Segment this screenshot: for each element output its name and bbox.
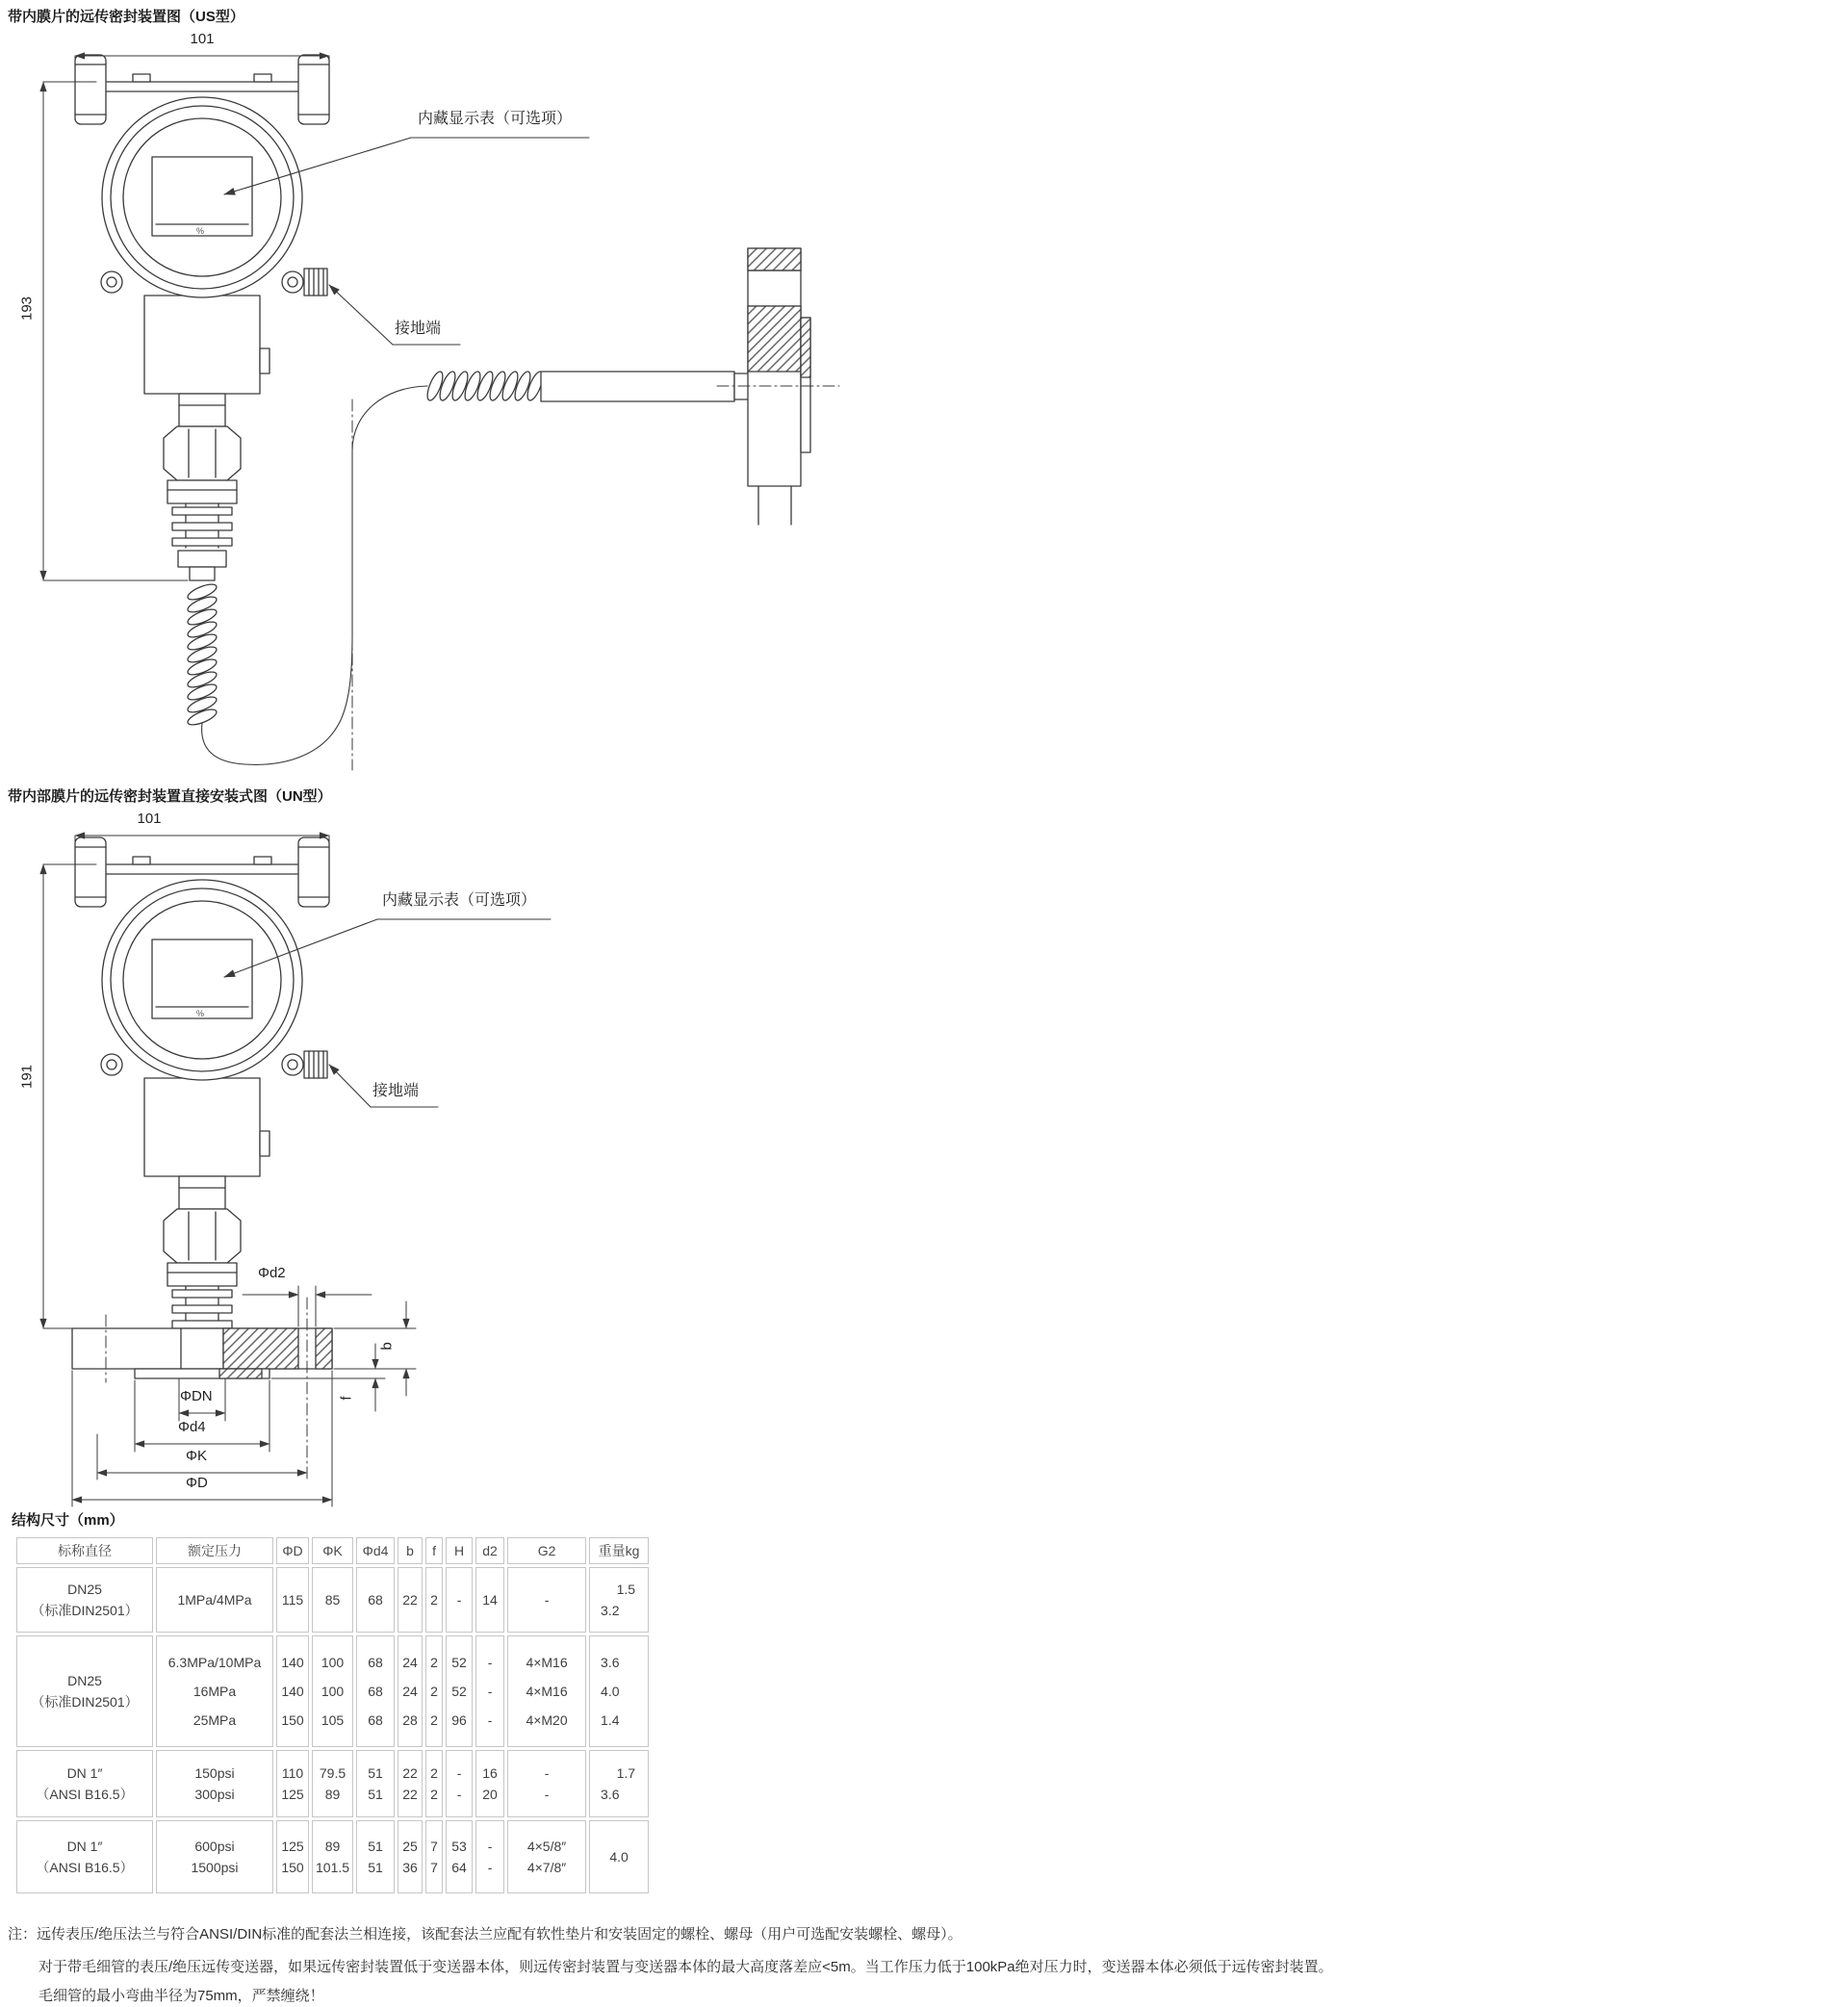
note-line: 对于带毛细管的表压/绝压远传变送器，如果远传密封装置低于变送器本体，则远传密封装置与变送器本体的最大高度落差应<5m。当工作压力低于100kPa绝对压力时，变送器本体必须低于远传密封装置。 <box>38 1959 1333 1975</box>
table-row <box>16 1750 649 1817</box>
us-height-dimension: 193 <box>18 296 36 322</box>
cell-weight: 1.7 3.6 <box>589 1750 649 1817</box>
table-title: 结构尺寸（mm） <box>12 1512 124 1529</box>
cell-name: DN25 （标准DIN2501） <box>16 1635 153 1747</box>
note-line: 注：远传表压/绝压法兰与符合ANSI/DIN标准的配套法兰相连接，该配套法兰应配有软性垫片和安装固定的螺栓、螺母（用户可选配安装螺栓、螺母）。 <box>8 1926 962 1943</box>
cell-weight: 4.0 <box>589 1820 649 1893</box>
cell-dK: 79.5 89 <box>312 1750 353 1817</box>
table-row <box>16 1635 649 1747</box>
col-header: 重量kg <box>589 1537 649 1564</box>
flange-dim-k: ΦK <box>186 1448 207 1464</box>
cell-b: 22 <box>398 1567 423 1633</box>
col-header: G2 <box>507 1537 586 1564</box>
cell-d2: 14 <box>475 1567 504 1633</box>
flange-dim-f: f <box>338 1396 355 1401</box>
col-header: f <box>425 1537 443 1564</box>
flange-dim-d: ΦD <box>186 1475 208 1491</box>
cell-b: 22 22 <box>398 1750 423 1817</box>
cell-H: - <box>446 1567 473 1633</box>
cell-f: 7 7 <box>425 1820 443 1893</box>
cell-G2: - <box>507 1567 586 1633</box>
flange-dim-d4: Φd4 <box>178 1419 206 1435</box>
cell-d4: 68 <box>356 1567 395 1633</box>
cell-name: DN 1″ （ANSI B16.5） <box>16 1750 153 1817</box>
cell-b: 24 24 28 <box>398 1635 423 1747</box>
cell-H: 53 64 <box>446 1820 473 1893</box>
cell-dK: 100 100 105 <box>312 1635 353 1747</box>
cell-d2: 16 20 <box>475 1750 504 1817</box>
flange-dim-dn: ΦDN <box>180 1388 213 1404</box>
un-ground-callout: 接地端 <box>372 1083 420 1099</box>
dimension-table <box>13 1534 652 1896</box>
un-lcd-mark: % <box>196 1009 205 1018</box>
cell-b: 25 36 <box>398 1820 423 1893</box>
cell-H: - - <box>446 1750 473 1817</box>
cell-pressure: 6.3MPa/10MPa 16MPa 25MPa <box>156 1635 273 1747</box>
cell-H: 52 52 96 <box>446 1635 473 1747</box>
col-header: Φd4 <box>356 1537 395 1564</box>
flange-dim-b: b <box>378 1342 396 1351</box>
us-width-dimension: 101 <box>190 31 215 47</box>
cell-G2: - - <box>507 1750 586 1817</box>
us-lcd-mark: % <box>196 226 205 236</box>
us-diagram-title: 带内膜片的远传密封装置图（US型） <box>8 9 244 25</box>
us-display-callout: 内藏显示表（可选项） <box>418 111 573 127</box>
cell-f: 2 2 2 <box>425 1635 443 1747</box>
cell-d4: 51 51 <box>356 1820 395 1893</box>
table-header-row <box>16 1537 649 1564</box>
col-header: ΦD <box>276 1537 309 1564</box>
cell-pressure: 150psi 300psi <box>156 1750 273 1817</box>
cell-pressure: 600psi 1500psi <box>156 1820 273 1893</box>
cell-dD: 115 <box>276 1567 309 1633</box>
flange-dim-d2: Φd2 <box>258 1265 286 1281</box>
cell-weight: 3.6 4.0 1.4 <box>589 1635 649 1747</box>
cell-name: DN25 （标准DIN2501） <box>16 1567 153 1633</box>
col-header: ΦK <box>312 1537 353 1564</box>
cell-name: DN 1″ （ANSI B16.5） <box>16 1820 153 1893</box>
col-header: 标称直径 <box>16 1537 153 1564</box>
col-header: 额定压力 <box>156 1537 273 1564</box>
cell-weight: 1.5 3.2 <box>589 1567 649 1633</box>
cell-G2: 4×M16 4×M16 4×M20 <box>507 1635 586 1747</box>
un-width-dimension: 101 <box>137 811 162 827</box>
cell-dD: 110 125 <box>276 1750 309 1817</box>
cell-d4: 51 51 <box>356 1750 395 1817</box>
col-header: b <box>398 1537 423 1564</box>
cell-G2: 4×5/8″ 4×7/8″ <box>507 1820 586 1893</box>
cell-f: 2 <box>425 1567 443 1633</box>
cell-d2: - - - <box>475 1635 504 1747</box>
col-header: d2 <box>475 1537 504 1564</box>
cell-f: 2 2 <box>425 1750 443 1817</box>
un-height-dimension: 191 <box>18 1064 36 1090</box>
note-line: 毛细管的最小弯曲半径为75mm，严禁缠绕！ <box>38 1988 324 2004</box>
un-display-callout: 内藏显示表（可选项） <box>382 892 537 909</box>
cell-dD: 125 150 <box>276 1820 309 1893</box>
cell-pressure: 1MPa/4MPa <box>156 1567 273 1633</box>
cell-dK: 89 101.5 <box>312 1820 353 1893</box>
table-row <box>16 1820 649 1893</box>
cell-d2: - - <box>475 1820 504 1893</box>
cell-d4: 68 68 68 <box>356 1635 395 1747</box>
cell-dK: 85 <box>312 1567 353 1633</box>
cell-dD: 140 140 150 <box>276 1635 309 1747</box>
us-ground-callout: 接地端 <box>395 321 442 337</box>
col-header: H <box>446 1537 473 1564</box>
un-diagram-title: 带内部膜片的远传密封装置直接安装式图（UN型） <box>8 788 332 805</box>
table-row <box>16 1567 649 1633</box>
